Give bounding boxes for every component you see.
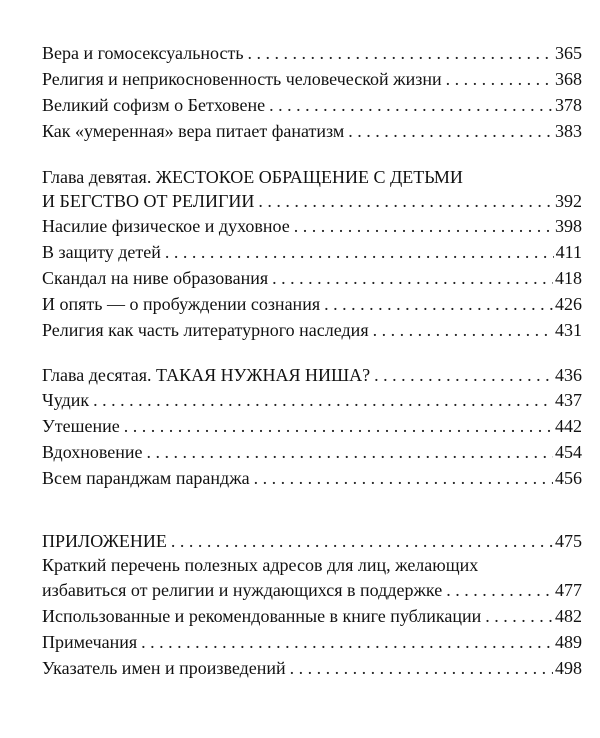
toc-section-chapter-9 <box>42 165 582 343</box>
chapter-page: 436 <box>555 365 582 385</box>
appendix-heading[interactable] <box>42 529 582 553</box>
toc-entry-page: 368 <box>555 69 582 89</box>
appendix-heading-title: ПРИЛОЖЕНИЕ <box>42 531 167 551</box>
toc-entry[interactable] <box>42 317 582 343</box>
toc-entry-page: 411 <box>555 242 582 262</box>
toc-entry-title: Всем паранджам паранджа <box>42 468 250 488</box>
dot-leader <box>373 317 553 343</box>
toc-entry[interactable] <box>42 655 582 681</box>
dot-leader <box>374 363 553 387</box>
dot-leader <box>93 387 553 413</box>
toc-entry-title: Вера и гомосексуальность <box>42 43 244 63</box>
toc-entry[interactable] <box>42 603 582 629</box>
toc-entry[interactable] <box>42 265 582 291</box>
toc-entry-title: Религия как часть литературного наследия <box>42 320 369 340</box>
toc-entry-line-1[interactable]: Краткий перечень полезных адресов для лиц, желающих <box>42 555 479 575</box>
chapter-page: 392 <box>555 191 582 211</box>
dot-leader <box>485 603 553 629</box>
toc-entry-title: И опять — о пробуждении сознания <box>42 294 321 314</box>
dot-leader <box>348 118 553 144</box>
toc-entry[interactable] <box>42 66 582 92</box>
dot-leader <box>269 92 553 118</box>
toc-entry[interactable] <box>42 387 582 413</box>
toc-entry-page: 431 <box>555 320 582 340</box>
toc-entry-title: Примечания <box>42 632 138 652</box>
toc-entry[interactable] <box>42 439 582 465</box>
chapter-heading-line-1[interactable]: Глава девятая. ЖЕСТОКОЕ ОБРАЩЕНИЕ С ДЕТЬМИ <box>42 167 463 187</box>
toc-entry[interactable] <box>42 118 582 144</box>
toc-entry-page: 477 <box>555 580 582 600</box>
dot-leader <box>446 577 553 603</box>
dot-leader <box>147 439 553 465</box>
dot-leader <box>254 465 553 491</box>
toc-entry-page: 437 <box>555 390 582 410</box>
toc-entry-page: 365 <box>555 43 582 63</box>
toc-entry-title: Насилие физическое и духовное <box>42 216 290 236</box>
toc-entry-page: 456 <box>555 468 582 488</box>
toc-entry-title: Религия и неприкосновенность человеческой жизни <box>42 69 442 89</box>
chapter-heading[interactable] <box>42 363 582 387</box>
toc-entry-title: Использованные и рекомендованные в книге публикации <box>42 606 482 626</box>
toc-entry-page: 398 <box>555 216 582 236</box>
toc-section-1 <box>42 40 582 144</box>
toc-entry[interactable] <box>42 213 582 239</box>
toc-entry[interactable] <box>42 92 582 118</box>
toc-section-chapter-10 <box>42 363 582 491</box>
dot-leader <box>446 66 553 92</box>
dot-leader <box>141 629 553 655</box>
chapter-heading[interactable] <box>42 189 582 213</box>
dot-leader <box>294 213 553 239</box>
appendix-page: 475 <box>555 531 582 551</box>
toc-entry-page: 378 <box>555 95 582 115</box>
toc-entry-title: Великий софизм о Бетховене <box>42 95 266 115</box>
toc-entry-page: 442 <box>555 416 582 436</box>
toc-entry[interactable] <box>42 239 582 265</box>
toc-entry[interactable] <box>42 577 582 603</box>
toc-entry-title: Чудик <box>42 390 90 410</box>
dot-leader <box>165 239 554 265</box>
table-of-contents <box>42 40 582 701</box>
toc-section-appendix <box>42 529 582 681</box>
toc-entry-page: 426 <box>555 294 582 314</box>
toc-entry-page: 482 <box>555 606 582 626</box>
chapter-heading-title: Глава десятая. ТАКАЯ НУЖНАЯ НИША? <box>42 365 371 385</box>
toc-entry[interactable] <box>42 629 582 655</box>
dot-leader <box>258 189 553 213</box>
toc-entry-page: 418 <box>555 268 582 288</box>
toc-entry-title: Как «умеренная» вера питает фанатизм <box>42 121 345 141</box>
toc-entry[interactable] <box>42 465 582 491</box>
toc-entry-title: Указатель имен и произведений <box>42 658 286 678</box>
toc-entry-title: избавиться от религии и нуждающихся в поддержке <box>42 580 443 600</box>
toc-entry[interactable] <box>42 413 582 439</box>
toc-entry[interactable] <box>42 291 582 317</box>
toc-entry-page: 489 <box>555 632 582 652</box>
dot-leader <box>272 265 553 291</box>
toc-entry-page: 383 <box>555 121 582 141</box>
dot-leader <box>124 413 553 439</box>
dot-leader <box>171 529 553 553</box>
toc-entry[interactable] <box>42 40 582 66</box>
dot-leader <box>248 40 553 66</box>
dot-leader <box>290 655 553 681</box>
toc-entry-title: Скандал на ниве образования <box>42 268 269 288</box>
dot-leader <box>324 291 553 317</box>
toc-entry-title: Утешение <box>42 416 120 436</box>
toc-entry-title: Вдохновение <box>42 442 143 462</box>
chapter-heading-line-2: И БЕГСТВО ОТ РЕЛИГИИ <box>42 191 255 211</box>
toc-entry-title: В защиту детей <box>42 242 161 262</box>
toc-entry-page: 498 <box>555 658 582 678</box>
toc-entry-page: 454 <box>555 442 582 462</box>
